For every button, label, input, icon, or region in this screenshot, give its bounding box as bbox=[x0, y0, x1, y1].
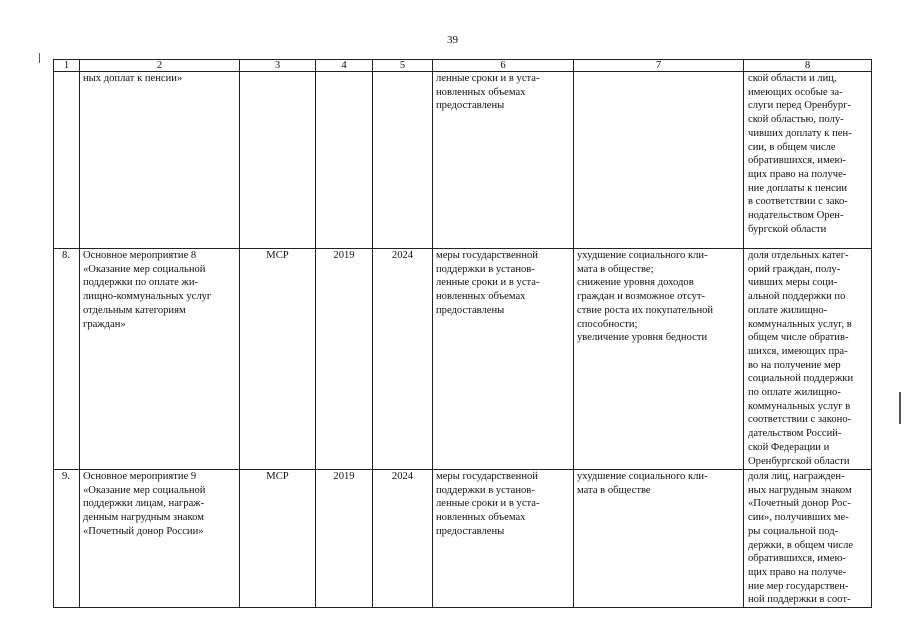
indicator-link: доля отдельных катег- орий граждан, полу- чивших меры соци- альной поддержки по оплате жилищно- коммунальных услуг, в общем числе обратив- шихся, имеющих пра- во на получение мер социальной поддержки по оплате жилищно- коммунальных услуг в соответствии с законо- дательством Россий- ской Федерации и Оренбургской области bbox=[744, 249, 872, 470]
expected-result: меры государственной поддержки в установ- ленные сроки и в уста- новленных объемах предоставлены bbox=[433, 249, 574, 470]
row-number bbox=[54, 72, 80, 249]
end-year: 2024 bbox=[373, 249, 433, 470]
scan-edge-mark bbox=[899, 392, 901, 424]
non-implementation-consequences: ухудшение социального кли- мата в обществе; снижение уровня доходов граждан и возможное отсут- ствие роста их покупательной способности; увеличение уровня бедности bbox=[574, 249, 744, 470]
start-year: 2019 bbox=[316, 249, 373, 470]
non-implementation-consequences: ухудшение социального кли- мата в обществе bbox=[574, 470, 744, 608]
page-number: 39 bbox=[447, 34, 458, 46]
column-number: 5 bbox=[373, 60, 433, 72]
measure-name: ных доплат к пенсии» bbox=[80, 72, 240, 249]
column-number: 2 bbox=[80, 60, 240, 72]
column-number-row bbox=[54, 60, 872, 72]
column-number: 3 bbox=[240, 60, 316, 72]
row-number: 8. bbox=[54, 249, 80, 470]
executor: МСР bbox=[240, 470, 316, 608]
executor: МСР bbox=[240, 249, 316, 470]
column-number: 6 bbox=[433, 60, 574, 72]
table-row bbox=[54, 249, 872, 470]
non-implementation-consequences bbox=[574, 72, 744, 249]
start-year: 2019 bbox=[316, 470, 373, 608]
column-number: 4 bbox=[316, 60, 373, 72]
indicator-link: ской области и лиц, имеющих особые за- слуги перед Оренбург- ской областью, полу- чивших доплату к пен- сии, в общем числе обратившихся, имею- щих право на получе- ние доплаты к пенсии в соответствии с зако- нодательством Орен- бургской области bbox=[744, 72, 872, 249]
column-number: 8 bbox=[744, 60, 872, 72]
executor bbox=[240, 72, 316, 249]
scan-edge-mark bbox=[39, 53, 40, 63]
end-year: 2024 bbox=[373, 470, 433, 608]
indicator-link: доля лиц, награжден- ных нагрудным знаком «Почетный донор Рос- сии», получивших ме- ры социальной под- держки, в общем числе обратившихся, имею- щих право на получе- ние мер государствен- ной поддержки в соот- bbox=[744, 470, 872, 608]
row-number: 9. bbox=[54, 470, 80, 608]
table-row bbox=[54, 470, 872, 608]
measure-name: Основное мероприятие 9 «Оказание мер социальной поддержки лицам, награж- денным нагрудным знаком «Почетный донор России» bbox=[80, 470, 240, 608]
end-year bbox=[373, 72, 433, 249]
expected-result: ленные сроки и в уста- новленных объемах предоставлены bbox=[433, 72, 574, 249]
start-year bbox=[316, 72, 373, 249]
table-row-continued bbox=[54, 72, 872, 249]
column-number: 7 bbox=[574, 60, 744, 72]
measure-name: Основное мероприятие 8 «Оказание мер социальной поддержки по оплате жи- лищно-коммунальных услуг отдельным категориям граждан» bbox=[80, 249, 240, 470]
measures-table bbox=[53, 59, 872, 608]
expected-result: меры государственной поддержки в установ- ленные сроки и в уста- новленных объемах предоставлены bbox=[433, 470, 574, 608]
column-number: 1 bbox=[54, 60, 80, 72]
